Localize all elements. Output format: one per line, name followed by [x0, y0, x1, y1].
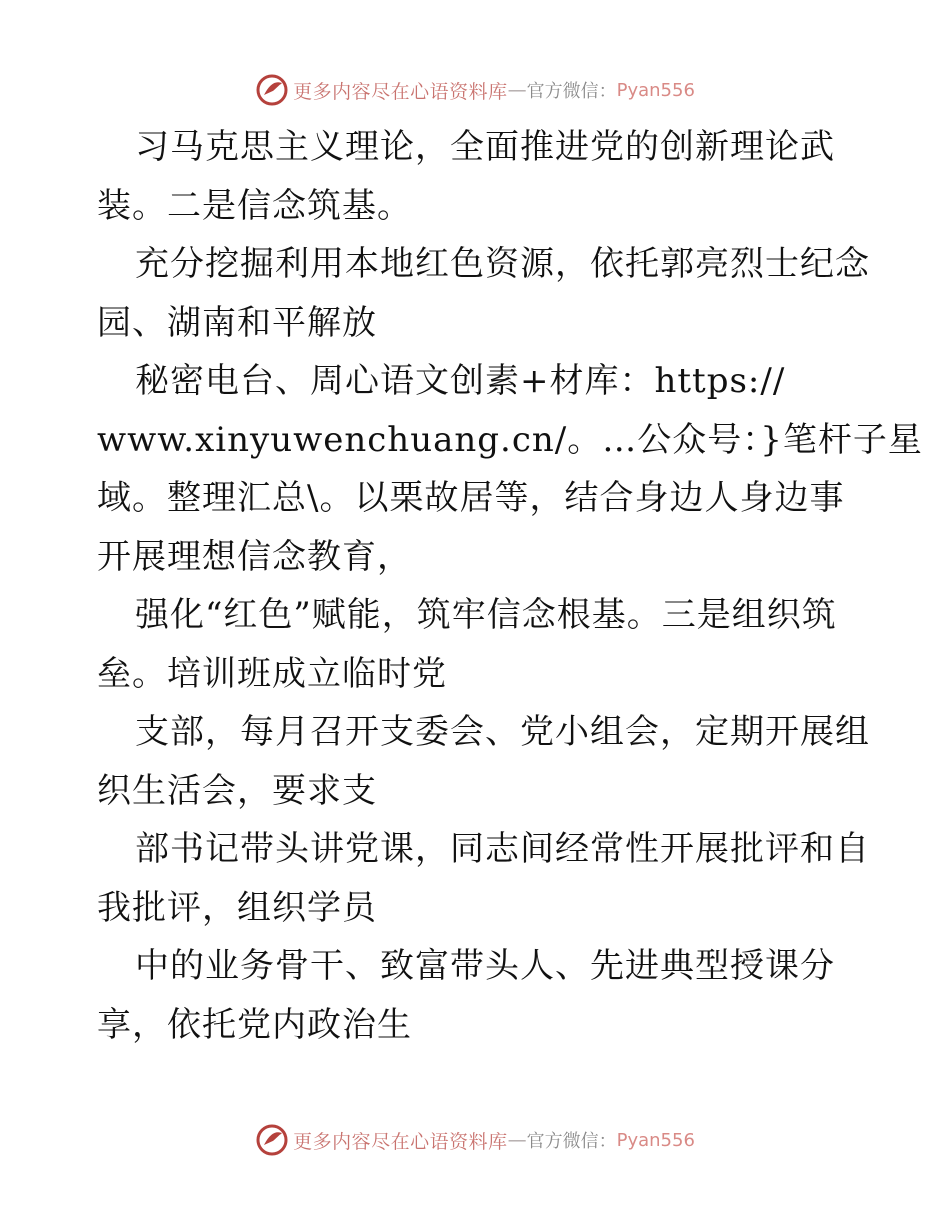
paragraph-1 — [97, 118, 867, 235]
watermark-logo-icon — [255, 1123, 289, 1157]
text-line: 域。整理汇总\。以栗故居等，结合身边人身边事 — [97, 478, 845, 518]
text-line: 开展理想信念教育， — [97, 536, 412, 577]
text-line: 中的业务骨干、致富带头人、先进典型授课分 — [135, 946, 835, 986]
watermark-text: 更多内容尽在心语资料库 — [293, 1130, 508, 1153]
paragraph-2 — [97, 235, 870, 352]
header-watermark — [0, 72, 950, 108]
text-line: 装。二是信念筑基。 — [97, 185, 412, 226]
text-line: 我批评，组织学员 — [97, 887, 377, 928]
text-line: 部书记带头讲党课，同志间经常性开展批评和自 — [135, 829, 870, 869]
text-line: 垒。培训班成立临时党 — [97, 653, 447, 694]
text-line: www.xinyuwenchuang.cn/。…公众号：}笔杆子星 — [97, 419, 923, 460]
text-line: 秘密电台、周心语文创素+材库：https:// — [135, 361, 786, 401]
watermark-separator: — — [507, 1129, 527, 1151]
paragraph-6 — [97, 820, 870, 937]
paragraph-4 — [97, 586, 867, 703]
paragraph-5 — [97, 703, 870, 820]
text-line: 习马克思主义理论，全面推进党的创新理论武 — [135, 127, 835, 167]
text-line: 支部，每月召开支委会、党小组会，定期开展组 — [135, 712, 870, 752]
watermark-label: 官方微信： — [526, 81, 617, 102]
watermark-id: Pyan556 — [616, 79, 695, 101]
text-line: 强化“红色”赋能，筑牢信念根基。三是组织筑 — [135, 595, 837, 635]
footer-watermark — [0, 1122, 950, 1158]
text-line: 园、湖南和平解放 — [97, 302, 377, 343]
document-body — [97, 118, 923, 1054]
watermark-separator: — — [507, 79, 527, 101]
text-line: 享，依托党内政治生 — [97, 1004, 412, 1045]
watermark-logo-icon — [255, 73, 289, 107]
paragraph-7 — [97, 937, 867, 1054]
watermark-label: 官方微信： — [526, 1131, 617, 1152]
watermark-text: 更多内容尽在心语资料库 — [293, 80, 508, 103]
watermark-id: Pyan556 — [616, 1129, 695, 1151]
paragraph-3 — [97, 352, 923, 586]
text-line: 充分挖掘利用本地红色资源，依托郭亮烈士纪念 — [135, 244, 870, 284]
text-line: 织生活会，要求支 — [97, 770, 377, 811]
